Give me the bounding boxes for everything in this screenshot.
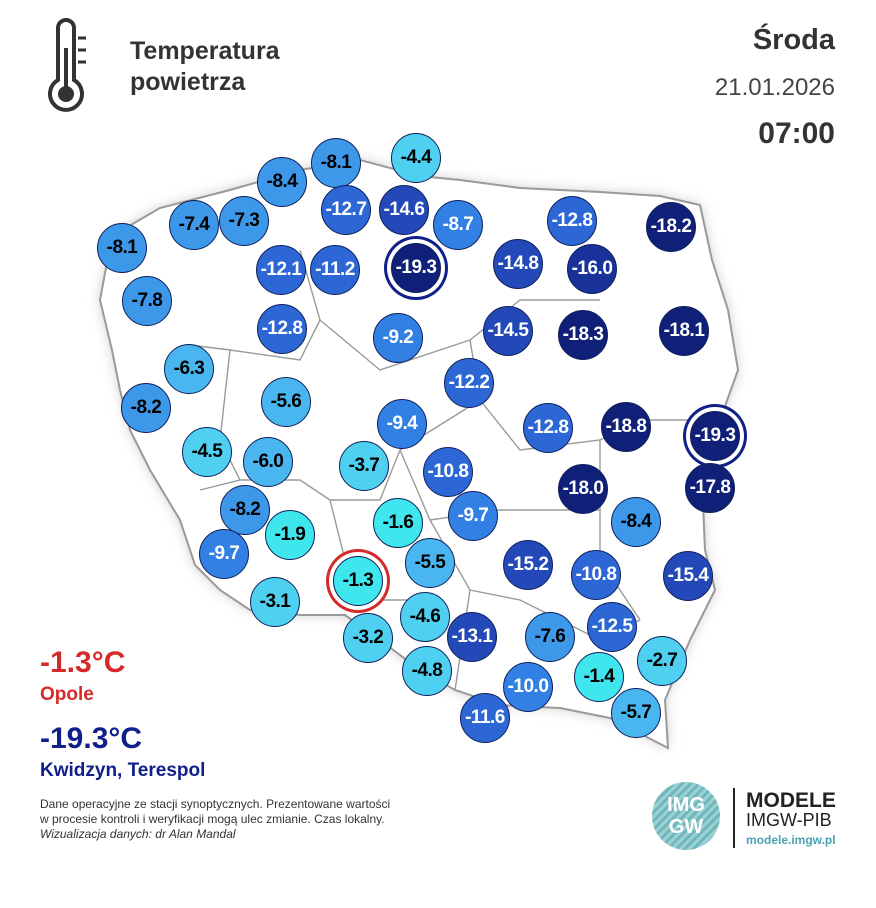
station-marker: -7.3: [219, 196, 269, 246]
station-marker: -8.2: [220, 485, 270, 535]
station-marker: -13.1: [447, 612, 497, 662]
brand-name: MODELE: [746, 789, 836, 812]
station-marker: -16.0: [567, 244, 617, 294]
title-line1: Temperatura: [130, 37, 280, 65]
station-marker: -14.5: [483, 306, 533, 356]
station-marker: -4.4: [391, 133, 441, 183]
station-marker: -18.0: [558, 464, 608, 514]
station-marker: -8.1: [97, 223, 147, 273]
logo-divider: [733, 788, 735, 848]
station-marker: -8.4: [611, 497, 661, 547]
station-marker: -18.8: [601, 402, 651, 452]
station-marker: -4.5: [182, 427, 232, 477]
station-marker: -1.6: [373, 498, 423, 548]
station-marker: -1.9: [265, 510, 315, 560]
station-marker: -18.1: [659, 306, 709, 356]
max-temp-station: Opole: [40, 684, 94, 705]
station-marker: -14.8: [493, 239, 543, 289]
station-marker: -18.2: [646, 202, 696, 252]
logo-line1: IMG: [667, 794, 705, 816]
station-marker: -12.5: [587, 602, 637, 652]
logo-line2: GW: [668, 816, 704, 838]
station-marker: -5.6: [261, 377, 311, 427]
station-marker: -8.1: [311, 138, 361, 188]
station-marker: -12.8: [257, 304, 307, 354]
max-temp-value: -1.3°C: [40, 646, 126, 679]
station-marker: -7.6: [525, 612, 575, 662]
station-marker: -10.0: [503, 662, 553, 712]
station-marker: -14.6: [379, 185, 429, 235]
station-marker: -19.3: [391, 243, 441, 293]
station-marker: -9.2: [373, 313, 423, 363]
note-line2: w procesie kontroli i weryfikacji mogą ulec zmianie. Czas lokalny.: [40, 812, 385, 826]
station-marker: -19.3: [690, 411, 740, 461]
station-marker: -2.7: [637, 636, 687, 686]
min-temp-station: Kwidzyn, Terespol: [40, 760, 206, 781]
station-marker: -11.2: [310, 245, 360, 295]
note-credit: Wizualizacja danych: dr Alan Mandal: [40, 827, 236, 841]
min-temp-value: -19.3°C: [40, 722, 143, 755]
station-marker: -9.4: [377, 399, 427, 449]
station-marker: -6.3: [164, 344, 214, 394]
station-marker: -9.7: [199, 529, 249, 579]
thermometer-icon: [40, 18, 90, 118]
station-marker: -8.7: [433, 200, 483, 250]
title-line2: powietrza: [130, 68, 246, 96]
station-marker: -6.0: [243, 437, 293, 487]
station-marker: -1.3: [333, 556, 383, 606]
imgw-logo: [652, 782, 720, 850]
brand-org: IMGW-PIB: [746, 810, 832, 830]
station-marker: -9.7: [448, 491, 498, 541]
time: 07:00: [758, 117, 835, 150]
station-marker: -10.8: [571, 550, 621, 600]
station-marker: -15.4: [663, 551, 713, 601]
station-marker: -12.1: [256, 245, 306, 295]
map-title: [130, 36, 390, 98]
station-marker: -4.6: [400, 592, 450, 642]
station-marker: -8.4: [257, 157, 307, 207]
station-marker: -12.8: [547, 196, 597, 246]
station-marker: -3.7: [339, 441, 389, 491]
station-marker: -11.6: [460, 693, 510, 743]
station-marker: -7.4: [169, 200, 219, 250]
station-marker: -3.1: [250, 577, 300, 627]
station-marker: -12.7: [321, 185, 371, 235]
date: 21.01.2026: [714, 74, 835, 101]
station-marker: -5.7: [611, 688, 661, 738]
station-marker: -3.2: [343, 613, 393, 663]
station-marker: -18.3: [558, 310, 608, 360]
station-marker: -12.8: [523, 403, 573, 453]
station-marker: -7.8: [122, 276, 172, 326]
station-marker: -10.8: [423, 447, 473, 497]
brand-url: modele.imgw.pl: [746, 833, 836, 847]
station-marker: -12.2: [444, 358, 494, 408]
station-marker: -15.2: [503, 540, 553, 590]
note-line1: Dane operacyjne ze stacji synoptycznych. Prezentowane wartości: [40, 797, 391, 811]
station-marker: -17.8: [685, 463, 735, 513]
weekday: Środa: [752, 24, 835, 56]
station-marker: -8.2: [121, 383, 171, 433]
station-marker: -1.4: [574, 652, 624, 702]
station-marker: -5.5: [405, 538, 455, 588]
data-note: [40, 797, 480, 842]
station-marker: -4.8: [402, 646, 452, 696]
